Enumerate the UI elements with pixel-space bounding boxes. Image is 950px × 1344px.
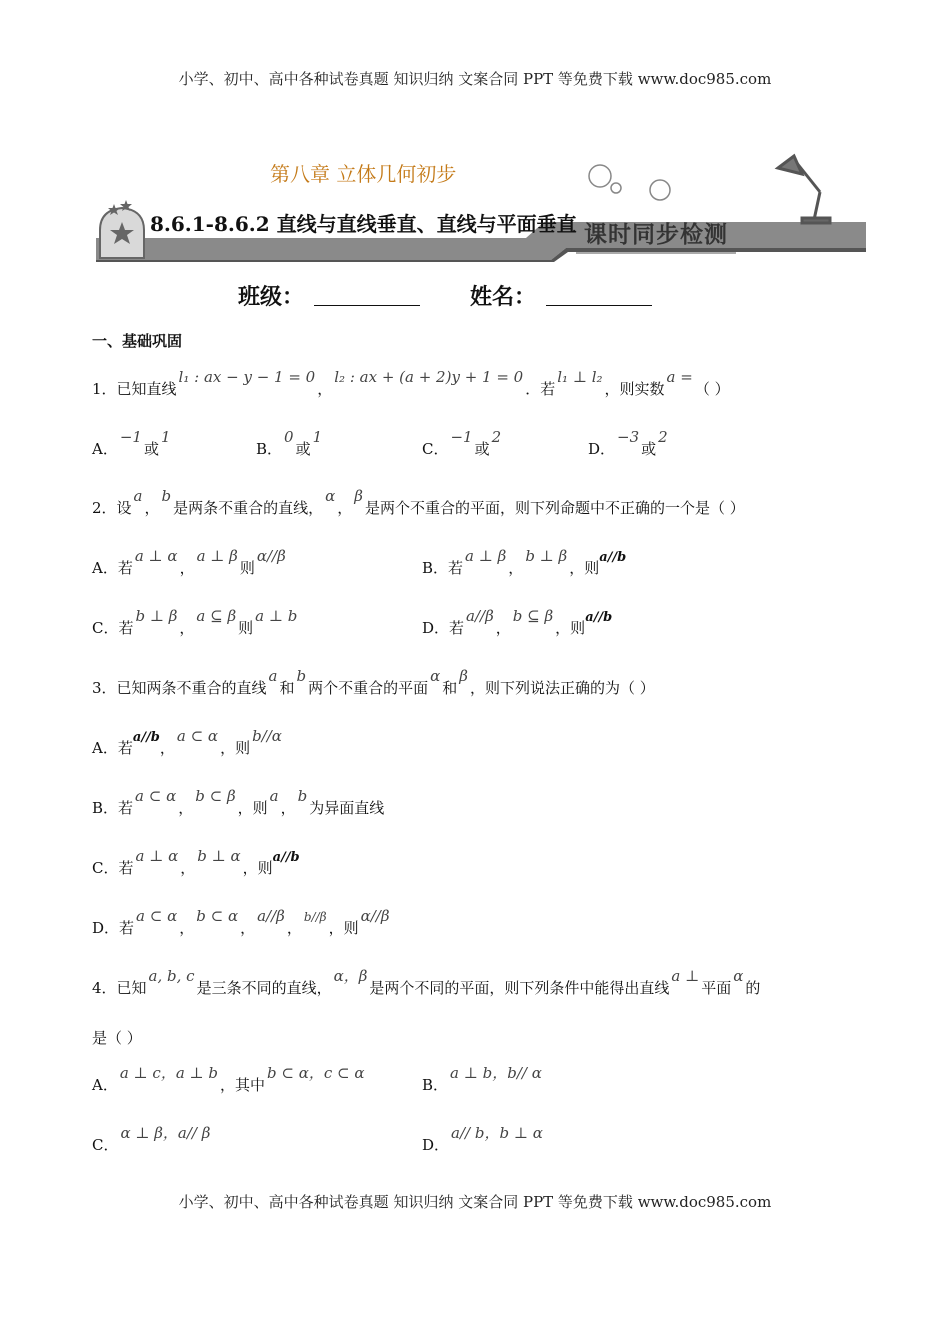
lesson-title: 8.6.1-8.6.2 直线与直线垂直、直线与平面垂直 — [150, 212, 577, 236]
q3-option-b[interactable]: B．若a ⊂ α，b ⊂ β，则a，b为异面直线 — [92, 787, 385, 817]
q2-option-a[interactable]: A．若a ⊥ α，a ⊥ β则α//β — [92, 547, 286, 577]
option-result: a//b — [272, 850, 300, 865]
option-value: 0 — [284, 428, 294, 446]
badge-label: 课时同步检测 — [584, 221, 728, 248]
option-value: 1 — [160, 428, 171, 446]
option-result: a//b — [585, 610, 613, 625]
question-2 — [92, 487, 745, 518]
option-tail: 为异面直线 — [309, 799, 385, 817]
option-label: D． — [422, 1136, 450, 1154]
q1-line2: l₂ : ax + (a + 2)y + 1 = 0 — [334, 368, 524, 386]
question-4 — [92, 967, 761, 998]
q2-stem: 2．设 — [92, 499, 132, 517]
q1-tail: ，则实数 — [604, 380, 665, 398]
option-result: a ⊥ b — [255, 607, 298, 625]
option-cond: a ⊥ β — [196, 547, 238, 565]
q3-text: 两个不重合的平面 — [308, 679, 429, 697]
option-or: 或 — [474, 440, 490, 458]
option-label: B． — [422, 1076, 449, 1094]
q4-option-a[interactable] — [92, 1064, 367, 1095]
option-cond: a ⊂ α — [176, 727, 219, 745]
q2-option-d[interactable]: D．若a//β，b ⊆ β，则a//b — [422, 607, 613, 637]
q4-stem-end: 是（ ） — [92, 1029, 142, 1047]
var-alpha: α — [733, 967, 744, 985]
option-cond: a ⊂ α — [136, 907, 178, 925]
q3-and: 和 — [279, 679, 295, 697]
option-or: 或 — [143, 440, 159, 458]
option-result: b — [297, 787, 308, 805]
option-label: C． — [92, 1136, 119, 1154]
option-result: a//b — [599, 550, 627, 565]
q1-mid: ．若 — [525, 380, 556, 398]
option-cond: a ⊂ α — [135, 787, 177, 805]
q2-comma: ， — [144, 499, 160, 517]
option-result: α//β — [360, 907, 390, 925]
option-cond: a//β — [466, 607, 494, 625]
name-blank[interactable] — [546, 287, 652, 306]
q4-text: 平面 — [701, 979, 732, 997]
option-then: ，则 — [237, 799, 268, 817]
q4-option-b[interactable] — [422, 1064, 544, 1095]
q2-option-b[interactable]: B．若a ⊥ β，b ⊥ β，则a//b — [422, 547, 627, 577]
option-label: A．若 — [92, 559, 133, 577]
option-label: D．若 — [422, 619, 465, 637]
q1-option-b[interactable] — [256, 428, 324, 459]
award-badge-icon — [100, 200, 144, 258]
option-cond: b ⊂ α，c ⊂ α — [267, 1064, 365, 1082]
question-1 — [92, 368, 730, 399]
var-a: a — [268, 667, 278, 685]
option-label: B．若 — [422, 559, 464, 577]
option-value: −3 — [617, 428, 640, 446]
page-header: 小学、初中、高中各种试卷真题 知识归纳 文案合同 PPT 等免费下载 www.doc985.com — [178, 70, 772, 88]
q3-option-c[interactable]: C．若a ⊥ α，b ⊥ α，则a//b — [92, 847, 300, 877]
option-label: D．若 — [92, 919, 135, 937]
option-cond: b ⊂ β — [195, 787, 236, 805]
question-3 — [92, 667, 655, 698]
q3-stem: 3．已知两条不重合的直线 — [92, 679, 267, 697]
q4-stem: 4．已知 — [92, 979, 147, 997]
q1-line1: l₁ : ax − y − 1 = 0 — [178, 368, 316, 386]
option-then: ，则 — [328, 919, 359, 937]
option-label: B．若 — [92, 799, 134, 817]
q4-text: 是三条不同的直线， — [196, 979, 332, 997]
q2-text: 是两条不重合的直线， — [173, 499, 324, 517]
option-cond: b ⊥ β — [135, 607, 178, 625]
q1-option-a[interactable] — [92, 428, 173, 459]
option-value: −1 — [450, 428, 473, 446]
option-then: 则 — [239, 559, 255, 577]
option-cond: a ⊥ α — [135, 847, 179, 865]
q1-option-c[interactable] — [422, 428, 503, 459]
var-beta: β — [459, 667, 468, 685]
option-then: 则 — [238, 619, 254, 637]
q4-text: 的 — [745, 979, 761, 997]
var-abc: a, b, c — [148, 967, 195, 985]
option-result: b//α — [252, 727, 282, 745]
option-mid: ，其中 — [220, 1076, 266, 1094]
chapter-title: 第八章 立体几何初步 — [270, 162, 457, 186]
option-label: C．若 — [92, 859, 134, 877]
name-label: 姓名： — [470, 284, 537, 310]
section-title: 一、基础巩固 — [92, 332, 183, 350]
page-footer: 小学、初中、高中各种试卷真题 知识归纳 文案合同 PPT 等免费下载 www.doc985.com — [178, 1193, 772, 1211]
q2-text: 是两个不重合的平面，则下列命题中不正确的一个是（ ） — [364, 499, 745, 517]
option-value: −1 — [119, 428, 142, 446]
option-cond: a ⊆ β — [196, 607, 237, 625]
var-alpha: α — [430, 667, 441, 685]
dots-decoration — [576, 252, 736, 254]
option-or: 或 — [295, 440, 311, 458]
option-then: ，则 — [569, 559, 600, 577]
option-cond: b ⊆ β — [512, 607, 554, 625]
option-cond: a ⊥ b，b// α — [450, 1064, 542, 1082]
option-value: 2 — [491, 428, 502, 446]
desk-lamp-icon — [778, 156, 830, 223]
option-result: α//β — [256, 547, 286, 565]
banner-graphic — [96, 148, 866, 266]
option-cond: b ⊂ α — [196, 907, 239, 925]
option-cond: a//b — [132, 730, 160, 745]
class-field[interactable] — [238, 280, 420, 311]
option-cond: α ⊥ β，a// β — [120, 1124, 211, 1142]
class-blank[interactable] — [314, 287, 420, 306]
option-value: 2 — [658, 428, 668, 446]
q1-paren: （ ） — [694, 380, 730, 398]
option-label: A． — [92, 440, 118, 458]
option-label: C．若 — [92, 619, 134, 637]
q3-and: 和 — [442, 679, 458, 697]
option-cond: a ⊥ β — [465, 547, 507, 565]
option-or: 或 — [641, 440, 657, 458]
var-alpha-beta: α，β — [333, 967, 368, 985]
q1-sep: ， — [317, 380, 333, 398]
q3-option-d[interactable]: D．若a ⊂ α，b ⊂ α，a//β，$^{b//\beta}$，则α//β — [92, 907, 390, 937]
option-then: ，则 — [555, 619, 586, 637]
q1-stem: 1．已知直线 — [92, 380, 177, 398]
option-label: B． — [256, 440, 283, 458]
var-a: a — [133, 487, 143, 505]
q2-comma: ， — [337, 499, 353, 517]
q4-option-c[interactable] — [92, 1124, 212, 1155]
q1-var: a = — [666, 368, 693, 386]
option-value: 1 — [312, 428, 323, 446]
option-label: A． — [92, 1076, 118, 1094]
class-label: 班级： — [238, 284, 305, 310]
option-cond: a ⊥ α — [134, 547, 178, 565]
option-cond: b//β — [303, 910, 327, 924]
var-b: b — [296, 667, 307, 685]
var-b: b — [161, 487, 172, 505]
option-cond: a// b，b ⊥ α — [451, 1124, 543, 1142]
option-then: ，则 — [242, 859, 273, 877]
option-then: ，则 — [220, 739, 251, 757]
var-alpha: α — [325, 487, 336, 505]
option-result: a — [269, 787, 279, 805]
var-a-perp: a ⊥ — [671, 967, 700, 985]
bubbles-icon — [589, 165, 670, 200]
q3-text: ，则下列说法正确的为（ ） — [469, 679, 655, 697]
q1-cond: l₁ ⊥ l₂ — [557, 368, 603, 386]
option-label: D． — [588, 440, 616, 458]
q3-option-a[interactable]: A．若a//b，a ⊂ α，则b//α — [92, 727, 282, 757]
option-label: A．若 — [92, 739, 133, 757]
q1-option-d[interactable] — [588, 428, 670, 459]
option-cond: a ⊥ c，a ⊥ b — [119, 1064, 219, 1082]
q4-option-d[interactable] — [422, 1124, 545, 1155]
var-beta: β — [354, 487, 363, 505]
q2-option-c[interactable]: C．若b ⊥ β，a ⊆ β则a ⊥ b — [92, 607, 298, 637]
option-cond: b ⊥ α — [197, 847, 241, 865]
option-label: C． — [422, 440, 449, 458]
q4-text: 是两个不同的平面，则下列条件中能得出直线 — [369, 979, 670, 997]
option-cond: a//β — [257, 907, 285, 925]
name-field[interactable] — [470, 280, 652, 311]
option-cond: b ⊥ β — [525, 547, 568, 565]
